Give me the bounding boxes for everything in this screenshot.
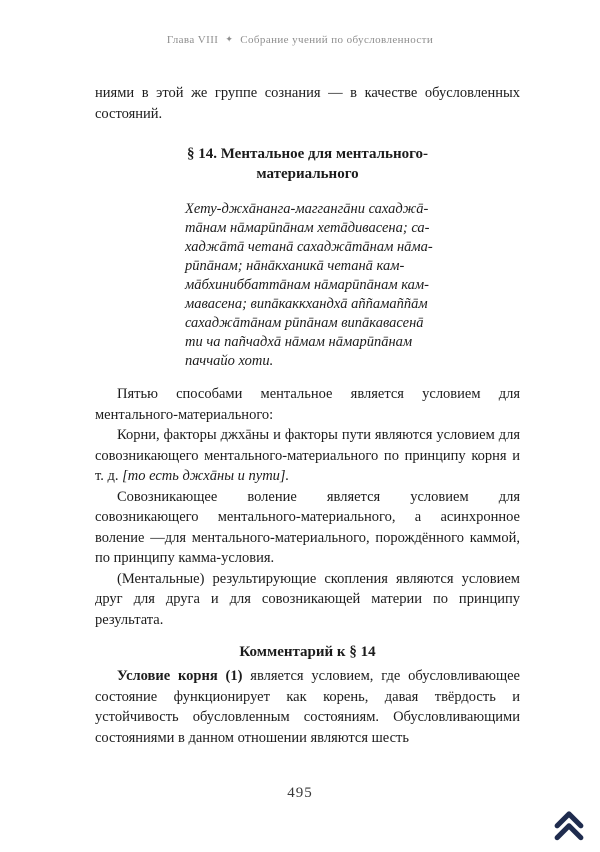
commentary-paragraph — [95, 666, 520, 748]
body-paragraph-1: Пятью способами ментальное является условием для ментального-материального: — [95, 386, 520, 423]
quote-line: Хету-джхāнанга-маггангāни сахаджā- — [185, 201, 429, 217]
quote-line: ти ча паñчадхā нāмам нāмарūпāнам — [185, 334, 413, 350]
body-paragraph-2-text: Корни, факторы джхāны и факторы пути являются условием для совозникающего ментального-материального по принципу корня и т. д. — [95, 427, 520, 484]
page-number: 495 — [287, 785, 313, 801]
quote-line: мāбхиниббаттāнам нāмарūпāнам кам- — [185, 277, 430, 293]
double-chevron-up-icon — [550, 806, 588, 844]
quote-line: рūпāнам; нāнāкханикā четанā кам- — [185, 258, 405, 274]
body-paragraph-2 — [95, 425, 520, 487]
chapter-title: Собрание учений по обусловленности — [240, 34, 434, 46]
text-block — [95, 83, 520, 748]
diamond-separator-icon: ✦ — [225, 34, 234, 44]
commentary-body: является условием, где обусловливающее состояние функционирует как корень, давая твёрдость и устойчивость обусловленным состояниям. Обусловливающими состояниями в данном отношении являются шесть — [95, 668, 520, 746]
chapter-label: Глава VIII — [166, 34, 219, 46]
pali-quote-block — [185, 200, 485, 371]
quote-line: тāнам нāмарūпāнам хетāдивасена; са- — [185, 220, 430, 236]
quote-line: паччайо хоти. — [185, 353, 274, 369]
scroll-top-button[interactable] — [548, 804, 590, 846]
quote-line: мавасена; випāкаккхандхā аññамаññāм — [185, 296, 428, 312]
body-paragraph-3: Совозникающее воление является условием для совозникающего ментального-материального, а асинхронное воление —для ментального-материального, порождённого каммой, по принципу камма-условия. — [95, 488, 520, 566]
quote-line: сахаджāтāнам рūпāнам випāкавасенā — [185, 315, 424, 331]
body-paragraph-2-italic: [то есть джхāны и пути]. — [122, 468, 290, 484]
section-heading — [95, 144, 520, 184]
commentary-lead: Условие корня (1) — [117, 668, 243, 684]
quote-line: хаджāтā четанā сахаджāтāнам нāма- — [185, 239, 433, 255]
running-header — [0, 34, 600, 46]
commentary-heading: Комментарий к § 14 — [239, 644, 376, 660]
section-heading-line: § 14. Ментальное для ментального- — [186, 146, 429, 162]
body-paragraph-4: (Ментальные) результирующие скопления являются условием друг для друга и для совозникающей материи по принципу результата. — [95, 570, 520, 628]
intro-paragraph: ниями в этой же группе сознания — в качестве обусловленных состояний. — [95, 85, 520, 122]
section-heading-line: материального — [256, 166, 359, 182]
